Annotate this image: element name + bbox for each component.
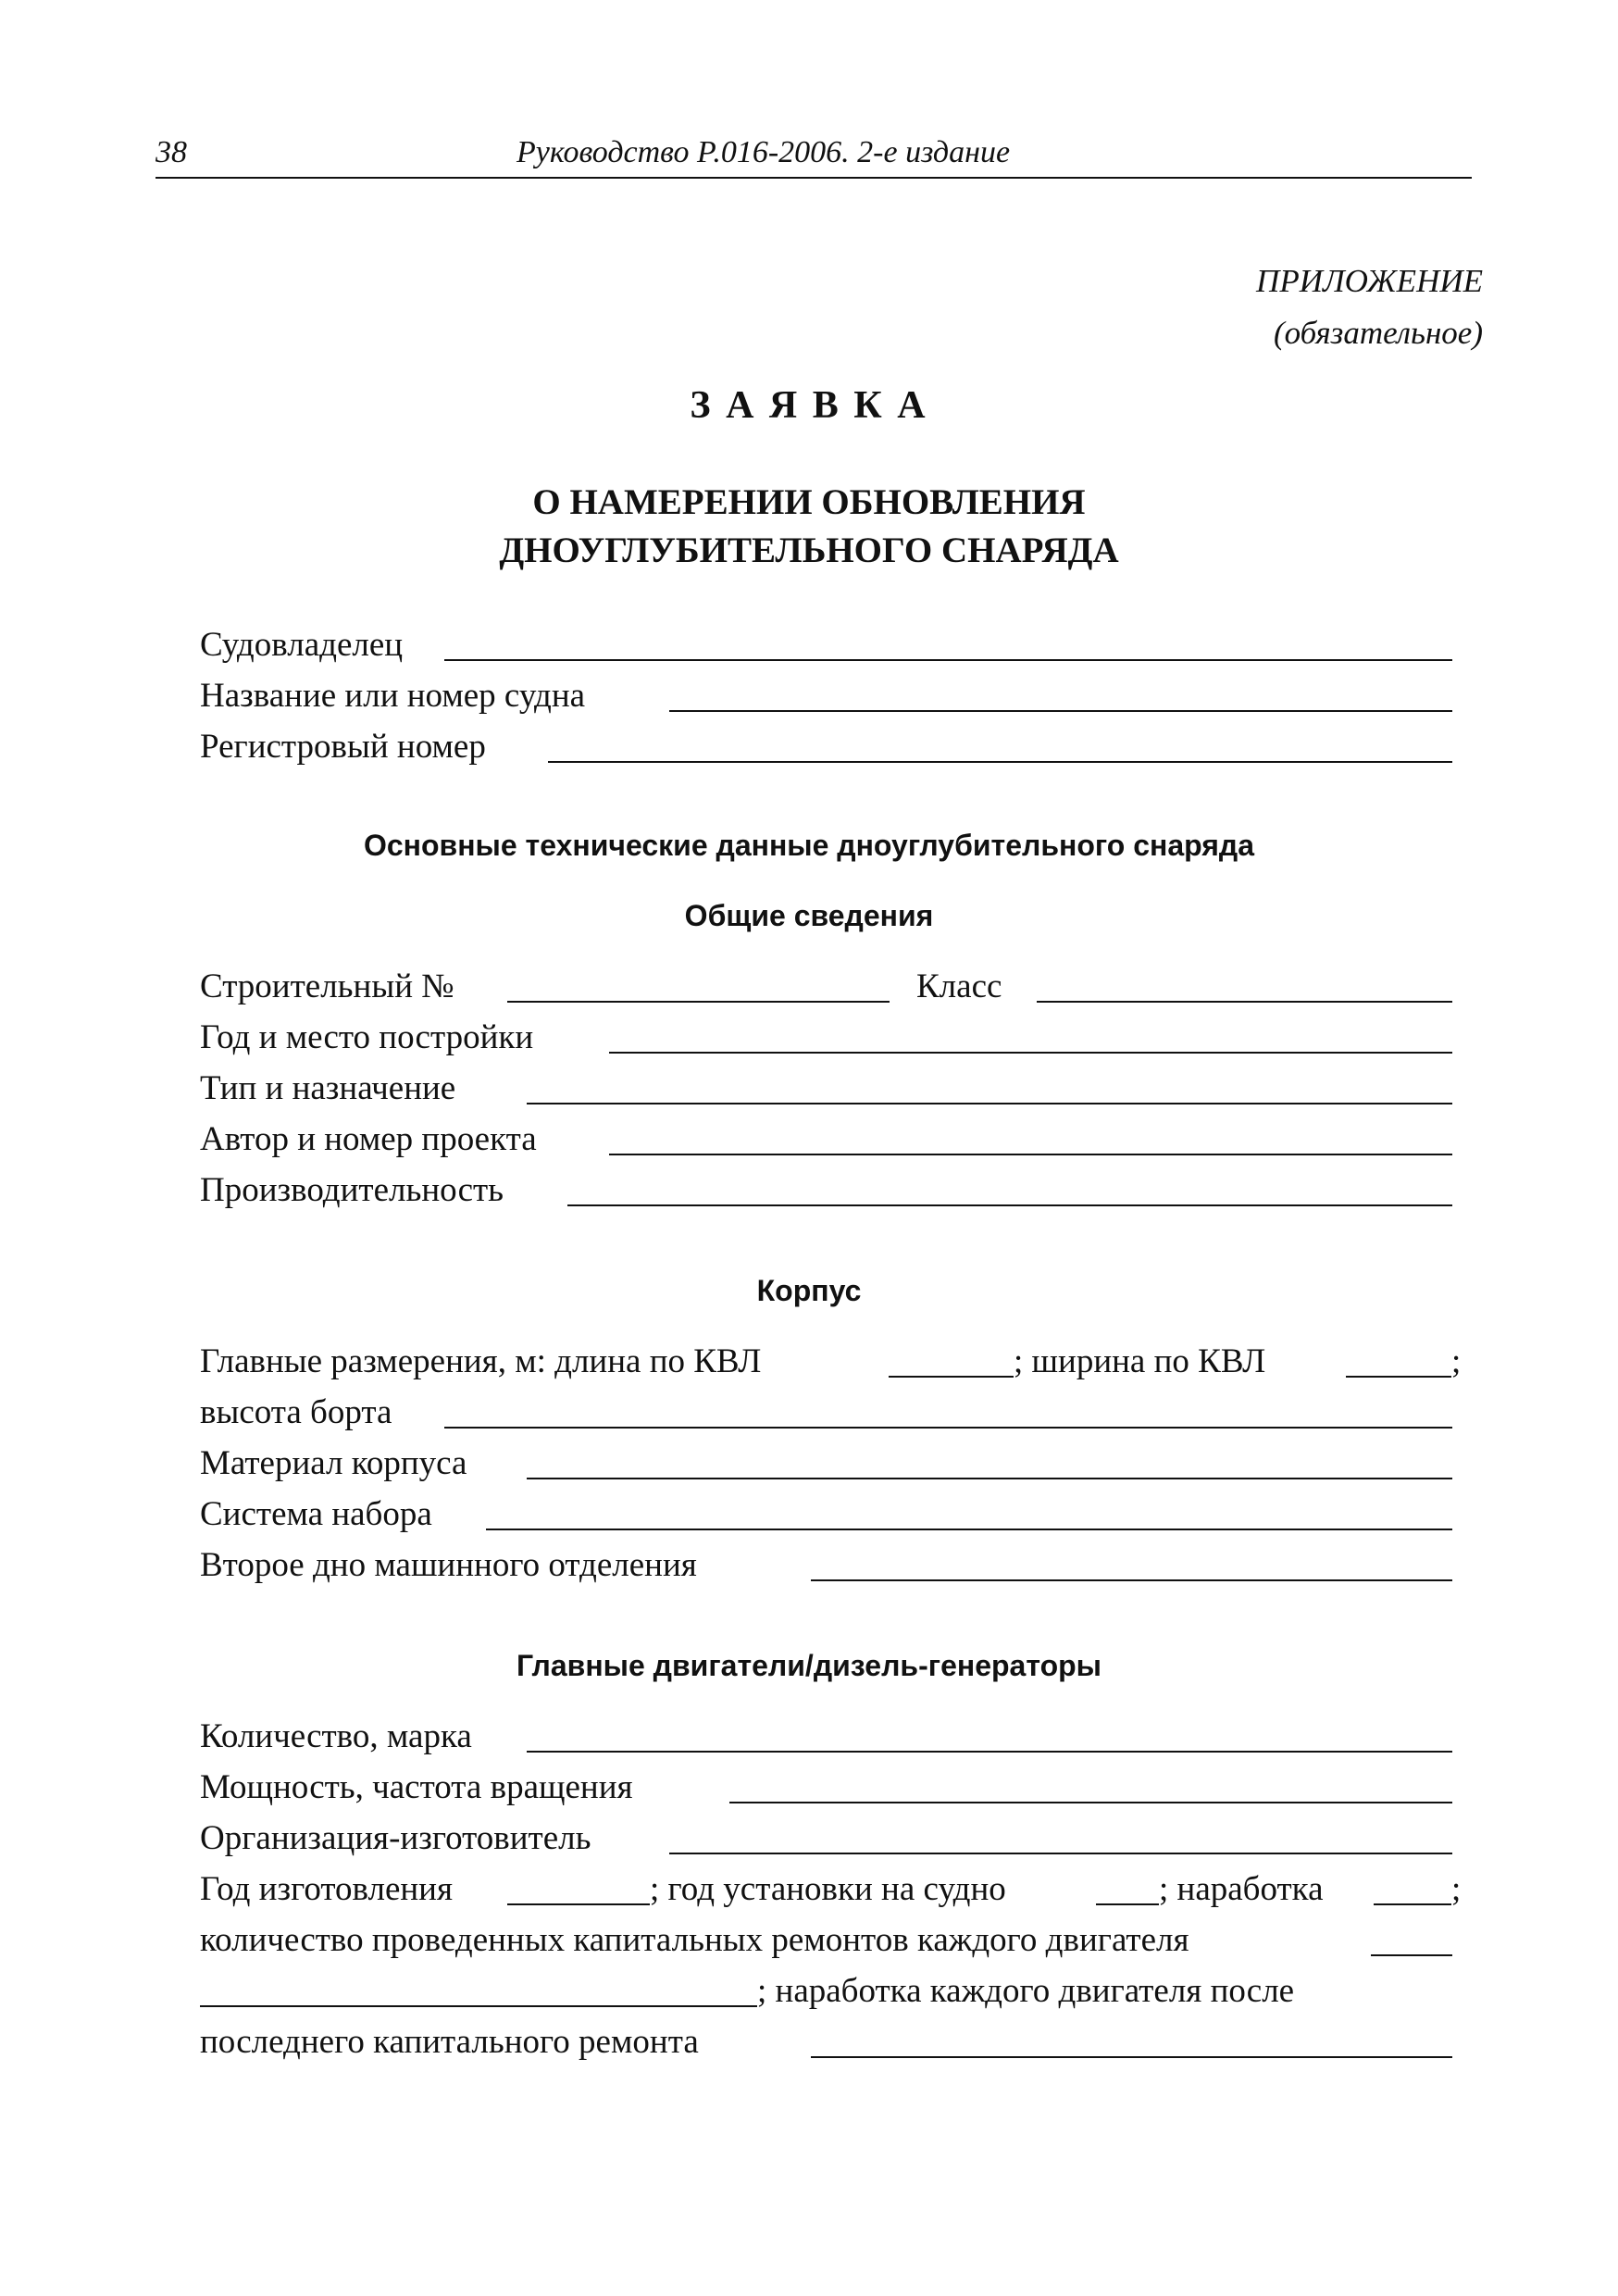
general-section-title: Общие сведения [684, 899, 934, 932]
productivity-label: Производительность [200, 1171, 504, 1209]
reg-number-label: Регистровый номер [200, 728, 486, 766]
page-number: 38 [156, 135, 187, 169]
overhauls-field-start[interactable] [1371, 1954, 1452, 1956]
depth-label: высота борта [200, 1393, 392, 1431]
power-rpm-field[interactable] [729, 1802, 1452, 1803]
main-dimensions-label: Главные размерения, м: длина по КВЛ [200, 1342, 762, 1380]
overhauls-field-continued[interactable] [200, 2005, 757, 2007]
hours-after-overhaul-label: ; наработка каждого двигателя после [757, 1972, 1295, 2010]
tech-section-title: Основные технические данные дноуглубительного снаряда [363, 829, 1255, 862]
framing-system-field[interactable] [486, 1529, 1452, 1530]
install-year-label: ; год установки на судно [650, 1870, 1006, 1908]
engines-section-title: Главные двигатели/дизель-генераторы [516, 1649, 1101, 1682]
width-kvl-label: ; ширина по КВЛ [1014, 1342, 1266, 1380]
author-project-label: Автор и номер проекта [200, 1120, 537, 1158]
install-year-field[interactable] [1096, 1903, 1159, 1905]
appendix-label: ПРИЛОЖЕНИЕ [1256, 263, 1483, 299]
year-made-label: Год изготовления [200, 1870, 454, 1908]
productivity-field[interactable] [567, 1204, 1452, 1206]
class-field[interactable] [1037, 1001, 1452, 1003]
qty-brand-label: Количество, марка [200, 1717, 472, 1755]
engine-line-terminator: ; [1451, 1870, 1462, 1908]
class-label: Класс [916, 967, 1002, 1005]
document-subtitle-line1: О НАМЕРЕНИИ ОБНОВЛЕНИЯ [532, 482, 1086, 522]
hull-section-title: Корпус [756, 1274, 862, 1307]
manufacturer-label: Организация-изготовитель [200, 1819, 591, 1857]
framing-system-label: Система набора [200, 1495, 432, 1533]
build-number-label: Строительный № [200, 967, 454, 1005]
hull-material-label: Материал корпуса [200, 1444, 467, 1482]
owner-label: Судовладелец [200, 626, 404, 664]
document-subtitle-line2: ДНОУГЛУБИТЕЛЬНОГО СНАРЯДА [499, 530, 1119, 570]
depth-field[interactable] [444, 1427, 1452, 1429]
length-kvl-field[interactable] [889, 1376, 1014, 1378]
hull-material-field[interactable] [527, 1478, 1452, 1479]
document-title: З А Я В К А [690, 384, 928, 427]
width-kvl-field[interactable] [1346, 1376, 1451, 1378]
owner-field[interactable] [444, 659, 1452, 661]
ship-name-label: Название или номер судна [200, 677, 586, 715]
type-purpose-field[interactable] [527, 1103, 1452, 1104]
qty-brand-field[interactable] [527, 1751, 1452, 1753]
overhauls-label: количество проведенных капитальных ремонтов каждого двигателя [200, 1921, 1189, 1959]
last-overhaul-label: последнего капитального ремонта [200, 2023, 699, 2061]
header-rule [156, 177, 1472, 179]
author-project-field[interactable] [609, 1154, 1452, 1155]
double-bottom-label: Второе дно машинного отделения [200, 1546, 697, 1584]
ship-name-field[interactable] [669, 710, 1452, 712]
running-header-title: Руководство Р.016-2006. 2-е издание [517, 135, 1011, 169]
engine-hours-field[interactable] [1374, 1903, 1451, 1905]
power-rpm-label: Мощность, частота вращения [200, 1768, 633, 1806]
double-bottom-field[interactable] [811, 1579, 1452, 1581]
year-made-field[interactable] [507, 1903, 650, 1905]
dimensions-terminator: ; [1451, 1342, 1462, 1380]
engine-hours-label: ; наработка [1159, 1870, 1324, 1908]
type-purpose-label: Тип и назначение [200, 1069, 456, 1107]
year-place-field[interactable] [609, 1052, 1452, 1054]
year-place-label: Год и место постройки [200, 1018, 534, 1056]
last-overhaul-field[interactable] [811, 2056, 1452, 2058]
reg-number-field[interactable] [548, 761, 1452, 763]
build-number-field[interactable] [507, 1001, 890, 1003]
manufacturer-field[interactable] [669, 1853, 1452, 1854]
appendix-note: (обязательное) [1273, 315, 1483, 351]
